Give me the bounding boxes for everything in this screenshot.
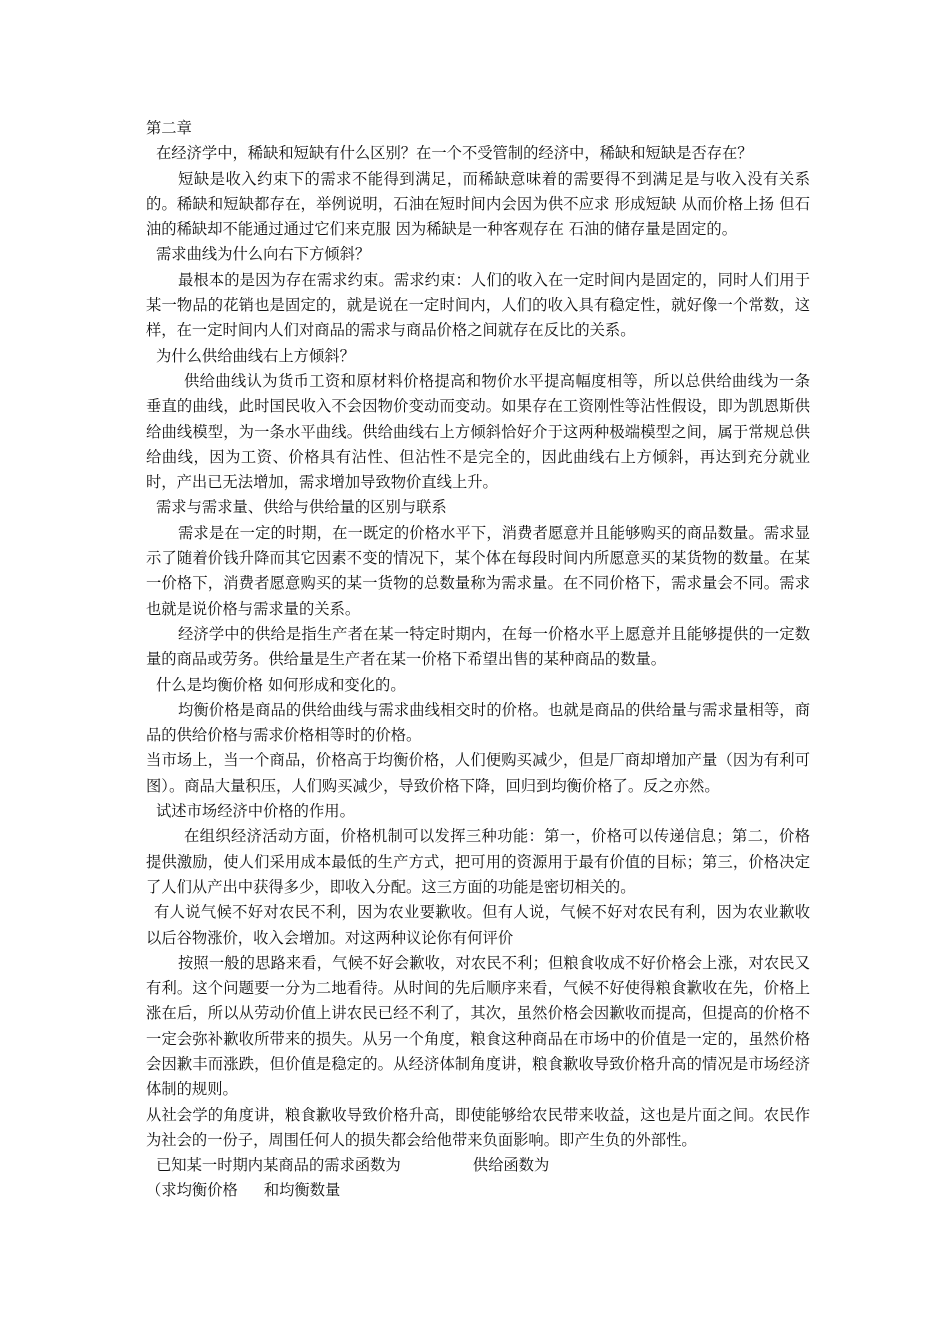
answer-supply-curve: 供给曲线认为货币工资和原材料价格提高和物价水平提高幅度相等，所以总供给曲线为一条垂直的曲线，此时国民收入不会因物价变动而变动。如果存在工资刚性等沾性假设，即为凯恩斯供给曲线模型，为一条水平曲线。供给曲线右上方倾斜恰好介于这两种极端模型之间，属于常规总供给曲线，因为工资、价格具有沾性、但沾性不是完全的，因此曲线右上方倾斜，再达到充分就业时，产出已无法增加，需求增加导致物价直线上升。 — [146, 371, 810, 492]
task-quantity: 和均衡数量 — [263, 1181, 341, 1200]
question-functions-task — [146, 1178, 810, 1203]
document-page — [146, 116, 810, 1204]
question-scarcity: 在经济学中，稀缺和短缺有什么区别？在一个不受管制的经济中，稀缺和短缺是否存在？ — [156, 144, 753, 163]
question-price-role: 试述市场经济中价格的作用。 — [156, 802, 355, 821]
answer-weather-farmers: 按照一般的思路来看，气候不好会歉收，对农民不利；但粮食收成不好价格会上涨，对农民又有利。这个问题要一分为二地看待。从时间的先后顺序来看，气候不好使得粮食歉收在先，价格上涨在后，所以从劳动价值上讲农民已经不利了，其次，虽然价格会因歉收而提高，但提高的价格不一定会弥补歉收所带来的损失。从另一个角度，粮食这种商品在市场中的价值是一定的，虽然价格会因歉丰而涨跌，但价值是稳定的。从经济体制角度讲，粮食歉收导致价格升高的情况是市场经济体制的规则。 — [146, 953, 810, 1099]
question-functions-supply: 供给函数为 — [472, 1156, 550, 1175]
question-functions — [146, 1153, 810, 1178]
answer-equilibrium-market: 当市场上，当一个商品，价格高于均衡价格，人们便购买减少，但是厂商却增加产量（因为有利可图）。商品大量积压，人们购买减少，导致价格下降，回归到均衡价格了。反之亦然。 — [146, 751, 810, 795]
task-price: 求均衡价格 — [161, 1181, 238, 1200]
answer-weather-social: 从社会学的角度讲，粮食歉收导致价格升高，即使能够给农民带来收益，这也是片面之间。农民作为社会的一份子，周围任何人的损失都会给他带来负面影响。即产生负的外部性。 — [146, 1105, 810, 1149]
chapter-heading: 第二章 — [146, 119, 192, 137]
question-weather-farmers: 有人说气候不好对农民不利，因为农业要歉收。但有人说，气候不好对农民有利，因为农业歉收以后谷物涨价，收入会增加。对这两种议论你有何评价 — [146, 903, 810, 947]
question-functions-demand: 已知某一时期内某商品的需求函数为 — [156, 1156, 401, 1175]
question-demand-curve: 需求曲线为什么向右下方倾斜？ — [156, 245, 371, 264]
answer-price-role: 在组织经济活动方面，价格机制可以发挥三种功能：第一，价格可以传递信息；第二，价格提供激励，使人们采用成本最低的生产方式，把可用的资源用于最有价值的目标；第三，价格决定了人们从产出中获得多少，即收入分配。这三方面的功能是密切相关的。 — [146, 827, 810, 896]
question-equilibrium-price: 什么是均衡价格 如何形成和变化的。 — [156, 675, 406, 694]
answer-equilibrium-definition: 均衡价格是商品的供给曲线与需求曲线相交时的价格。也就是商品的供给量与需求量相等，商品的供给价格与需求价格相等时的价格。 — [146, 700, 810, 745]
answer-demand-curve: 最根本的是因为存在需求约束。需求约束：人们的收入在一定时间内是固定的，同时人们用于某一物品的花销也是固定的，就是说在一定时间内，人们的收入具有稳定性，就好像一个常数，这样，在一定时间内人们对商品的需求与商品价格之间就存在反比的关系。 — [146, 270, 810, 340]
answer-demand-quantity: 需求是在一定的时期，在一既定的价格水平下，消费者愿意并且能够购买的商品数量。需求显示了随着价钱升降而其它因素不变的情况下，某个体在每段时间内所愿意买的某货物的数量。在某一价格下，消费者愿意购买的某一货物的总数量称为需求量。在不同价格下，需求量会不同。需求也就是说价格与需求量的关系。 — [146, 523, 810, 618]
answer-scarcity: 短缺是收入约束下的需求不能得到满足，而稀缺意味着的需要得不到满足是与收入没有关系的。稀缺和短缺都存在，举例说明，石油在短时间内会因为供不应求 形成短缺 从而价格上扬 但石油的稀缺却不能通过通过它们来克服 因为稀缺是一种客观存在 石油的储存量是固定的。 — [146, 169, 810, 239]
question-supply-curve: 为什么供给曲线右上方倾斜？ — [156, 346, 355, 365]
question-demand-supply-quantity: 需求与需求量、供给与供给量的区别与联系 — [156, 498, 447, 517]
task-paren: （ — [146, 1181, 162, 1200]
answer-supply-quantity: 经济学中的供给是指生产者在某一特定时期内，在每一价格水平上愿意并且能够提供的一定数量的商品或劳务。供给量是生产者在某一价格下希望出售的某种商品的数量。 — [146, 624, 810, 669]
